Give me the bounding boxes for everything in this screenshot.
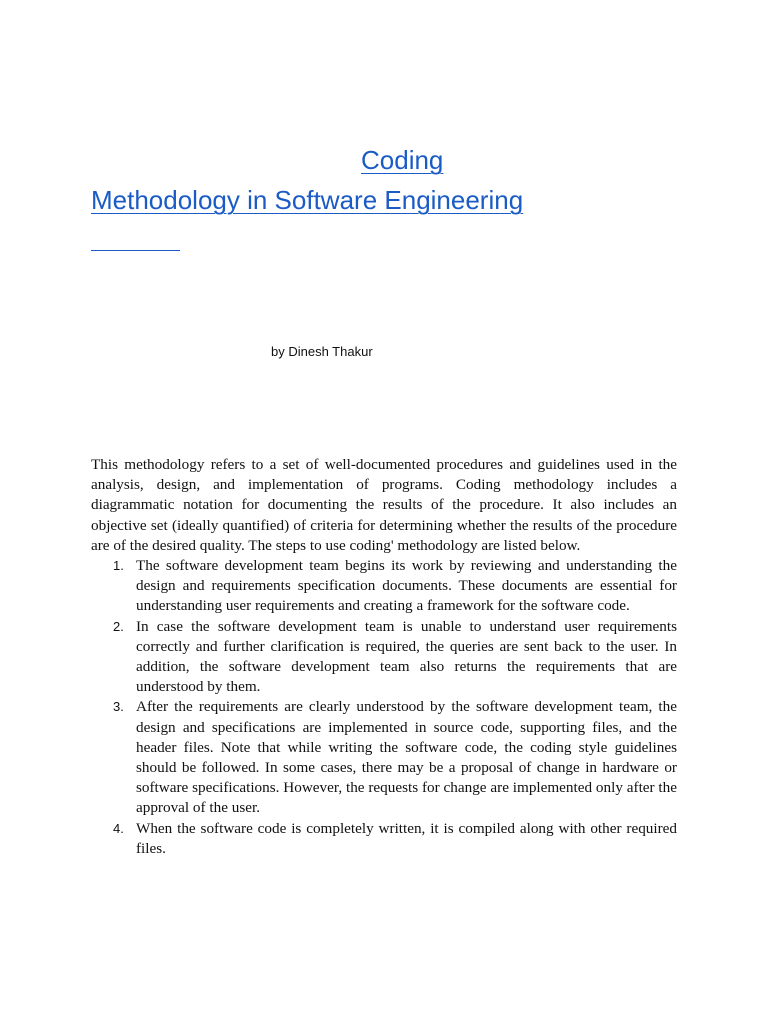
intro-paragraph: This methodology refers to a set of well-documented procedures and guidelines used in the analysis, design, and implementation of programs. Coding methodology includes a diagrammatic notation for documenting the results of the procedure. It also includes an objective set (ideally quantified) of criteria for determining whether the results of the procedure are of the desired quality. The steps to use coding' methodology are listed below. [91,456,677,554]
author-byline: by Dinesh Thakur [271,344,373,359]
list-item [91,819,677,859]
list-item-text: When the software code is completely written, it is compiled along with other required files. [136,819,677,857]
list-item [91,617,677,698]
title-word-coding: Coding [361,145,444,175]
list-item-text: In case the software development team is unable to understand user requirements correctly and further clarification is required, the queries are sent back to the user. In addition, the software development team also returns the requirements that are understood by them. [136,617,677,696]
steps-list [91,556,677,859]
list-item-number: 4. [113,820,124,836]
title-line-2 [91,180,671,220]
list-item-number: 3. [113,699,124,715]
title-methodology-text: Methodology in Software Engineering [91,185,524,215]
list-item-text: After the requirements are clearly understood by the software development team, the design and specifications are implemented in source code, supporting files, and the header files. Note that while writing the software code, the coding style guidelines should be followed. In some cases, there may be a proposal of change in hardware or software specifications. However, the requests for change are implemented only after the approval of the user. [136,698,677,817]
document-title [91,140,671,220]
title-line-1 [91,140,649,180]
list-item [91,556,677,617]
list-item-text: The software development team begins its work by reviewing and understanding the design and requirements specification documents. These documents are essential for understanding user requirements and creating a framework for the software code. [136,557,677,615]
title-underline-rule [91,250,180,251]
list-item [91,697,677,818]
document-body [91,455,677,859]
list-item-number: 2. [113,618,124,634]
list-item-number: 1. [113,558,124,574]
